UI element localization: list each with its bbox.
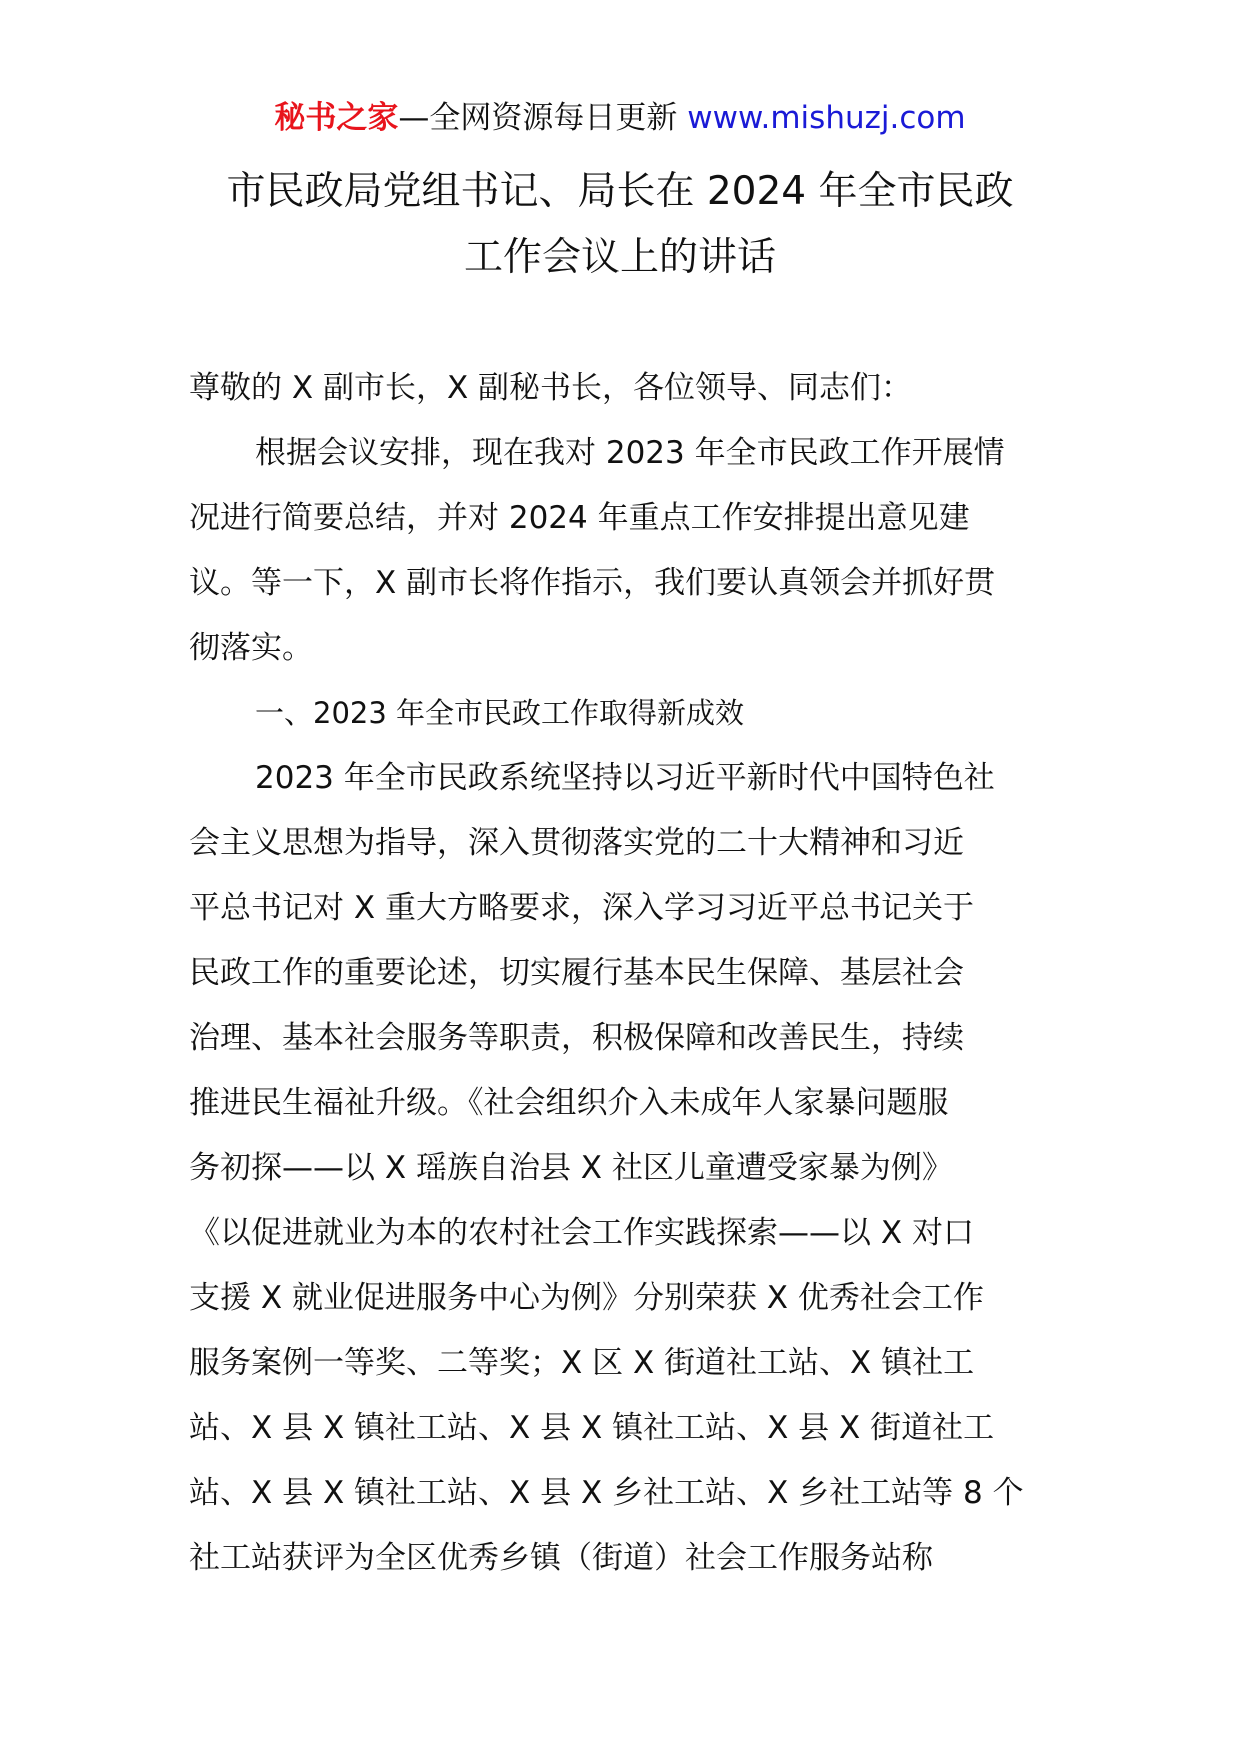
brand-name: 秘书之家 xyxy=(274,100,399,136)
paragraph-line: 支援 X 就业促进服务中心为例》分别荣获 X 优秀社会工作 xyxy=(189,1280,984,1316)
document-title-line-2: 工作会议上的讲话 xyxy=(463,235,776,280)
document-body xyxy=(189,356,1059,1591)
header-banner xyxy=(0,98,1240,138)
paragraph-line: 社工站获评为全区优秀乡镇（街道）社会工作服务站称 xyxy=(189,1540,933,1576)
section-heading: 一、2023 年全市民政工作取得新成效 xyxy=(255,696,745,730)
paragraph-line: 《以促进就业为本的农村社会工作实践探索——以 X 对口 xyxy=(189,1215,974,1251)
paragraph-line: 彻落实。 xyxy=(189,630,313,666)
paragraph-line: 民政工作的重要论述，切实履行基本民生保障、基层社会 xyxy=(189,955,964,991)
paragraph-line: 议。等一下，X 副市长将作指示，我们要认真领会并抓好贯 xyxy=(189,565,996,601)
paragraph-line: 平总书记对 X 重大方略要求，深入学习习近平总书记关于 xyxy=(189,890,974,926)
paragraph-line: 站、X 县 X 镇社工站、X 县 X 镇社工站、X 县 X 街道社工 xyxy=(189,1410,995,1446)
paragraph-line: 推进民生福祉升级。《社会组织介入未成年人家暴问题服 xyxy=(189,1085,949,1121)
paragraph-line: 务初探——以 X 瑶族自治县 X 社区儿童遭受家暴为例》 xyxy=(189,1150,953,1186)
paragraph-line: 会主义思想为指导，深入贯彻落实党的二十大精神和习近 xyxy=(189,825,964,861)
document-title-line-1: 市民政局党组书记、局长在 2024 年全市民政 xyxy=(226,169,1014,214)
site-url-link[interactable]: www.mishuzj.com xyxy=(687,100,966,136)
paragraph-line: 况进行简要总结，并对 2024 年重点工作安排提出意见建 xyxy=(189,500,970,536)
paragraph-line: 服务案例一等奖、二等奖；X 区 X 街道社工站、X 镇社工 xyxy=(189,1345,975,1381)
paragraph-line: 治理、基本社会服务等职责，积极保障和改善民生，持续 xyxy=(189,1020,964,1056)
paragraph-line: 根据会议安排，现在我对 2023 年全市民政工作开展情 xyxy=(255,435,1005,471)
paragraph-line: 站、X 县 X 镇社工站、X 县 X 乡社工站、X 乡社工站等 8 个 xyxy=(189,1475,1024,1511)
header-slogan: —全网资源每日更新 xyxy=(398,100,688,136)
paragraph-line: 2023 年全市民政系统坚持以习近平新时代中国特色社 xyxy=(255,760,995,796)
salutation-line: 尊敬的 X 副市长，X 副秘书长，各位领导、同志们： xyxy=(189,370,913,406)
